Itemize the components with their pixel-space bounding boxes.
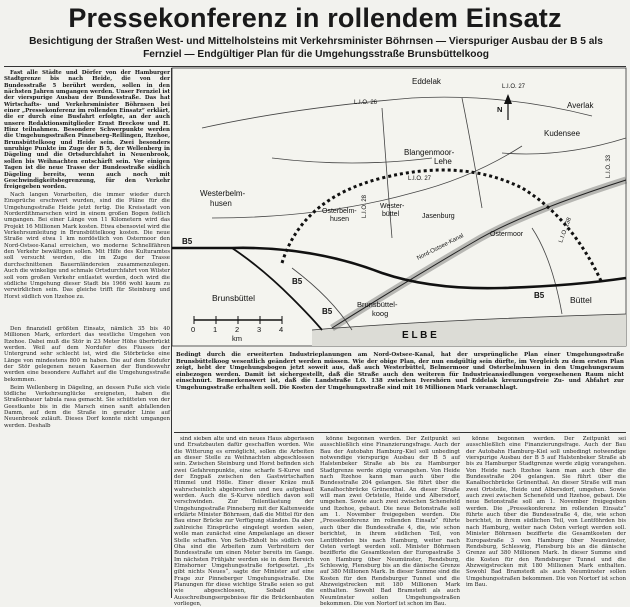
article-lead: Fast alle Städte und Dörfer von der Hamburger Stadtgrenze bis nach Heide, die von der Bundesstraße 5 berührt werden, sollen in den nächsten Jahren umgangen werden. Unser Fernziel ist der vierspurige Ausbau der Bundesstraße. Das hat Wirtschafts- und Verkehrsminister Böhrnsen bei einer „Pressekonferenz im rollenden Einsatz“ erklärt, die er durch eine Busfahrt erfolgte, an der auch unsere Redaktionsmitglieder Ernst Breckow und H. Hinz teilnahmen. Besondere Schwerpunkte werden die Umgehungsstraßen Pinneberg–Rellingen, Itzehoe, Brunsbüttelkoog und Heide sein. Zwei besonders unruhige Punkte im Zuge der B 5, der Wellenberg in Dägeling und die Ortsdurchfahrt in Neuenbrook, sollen bis Weihnachten entschärft sein. Vor einigen Tagen ist die neue Trasse der Bundesstraße südlich Dägeling bereits, wenn auch noch mit Geschwindigkeitsbegrenzung, für den Verkehr freigegeben worden. — [4, 70, 170, 191]
scale-4: 4 — [279, 325, 284, 334]
scale-2: 2 — [235, 325, 240, 334]
place-westerbelmhusen-1: Westerbelm- — [200, 189, 246, 198]
article-column-4 — [466, 436, 626, 598]
place-averlak: Averlak — [567, 101, 594, 110]
article-column-1-continued — [4, 326, 170, 598]
place-brunsbuettelkoog-1: Brunsbüttel- — [357, 300, 398, 309]
place-kudensee: Kudensee — [544, 129, 581, 138]
scale-0: 0 — [191, 325, 196, 334]
road-lio27: L.I.O. 27 — [502, 84, 526, 90]
road-b5-right: B5 — [534, 291, 545, 300]
road-b5-mid: B5 — [292, 277, 303, 286]
scale-3: 3 — [257, 325, 262, 334]
place-westerbelmhusen-2: husen — [210, 199, 232, 208]
top-divider — [4, 66, 626, 67]
canal-label: Nord-Ostsee-Kanal — [416, 233, 465, 262]
article-paragraph: könne begonnen werden. Der Zeitpunkt sei ausschließlich eine Finanzierungsfrage. Auch der Bau der Autobahn Hamburg–Kiel soll unbedingt notwendige vierspurige Ausbau der B 5 auf Halstenbeker Straße ab bis zu Hamburger Stadtgrenze werde zügig vorangehen. Von Heide nach Itzehoe kann man auch über die Bundesstraße 204 gelangen. Sie führt über die Kanalhochbrücke Grünenthal. An dieser Straße will man zwei Ortsteile, Heide und Albersdorf, umgehen. Sowie auch zwei zwischen Schenefeld und Itzehoe, gebaut. Die neue Betonstraße soll am 1. November freigegeben werden. Die „Pressekonferenz im rollenden Einsatz“ führte auch über die Bundesstraße 4, die, wie schon berichtet, in ihrem südlichen Teil, von Lentföhrden bis nach Hamburg, weiter nach Osten verlegt werden soll. Minister Böhrnsen bezifferte die Gesamtkosten der Europastraße 3 von Hamburg über Neumünster, Rendsburg, Schleswig, Flensburg bis an die dänische Grenze auf 380 Millionen Mark. In dieser Summe sind die Kosten für den Rendsburger Tunnel und die Abzweigstrecken mit 180 Millionen Mark enthalten. Sowohl Bad Bramstedt als auch Neumünster sollen Umgehungsstraßen bekommen. Die von Nortorf ist schon im Bau. — [320, 436, 460, 607]
elbe-label: E L B E — [402, 330, 437, 341]
article-paragraph: könne begonnen werden. Der Zeitpunkt sei ausschließlich eine Finanzierungsfrage. Auch der Bau der Autobahn Hamburg–Kiel soll unbedingt notwendige vierspurige Ausbau der B 5 auf Halstenbeker Straße ab bis zu Hamburger Stadtgrenze werde zügig vorangehen. Von Heide nach Itzehoe kann man auch über die Bundesstraße 204 gelangen. Sie führt über die Kanalhochbrücke Grünenthal. An dieser Straße will man zwei Ortsteile, Heide und Albersdorf, umgehen. Sowie auch zwei zwischen Schenefeld und Itzehoe, gebaut. Die neue Betonstraße soll am 1. November freigegeben werden. Die „Pressekonferenz im rollenden Einsatz“ führte auch über die Bundesstraße 4, die, wie schon berichtet, in ihrem südlichen Teil, von Lentföhrden bis nach Hamburg, weiter nach Osten verlegt werden soll. Minister Böhrnsen bezifferte die Gesamtkosten der Europastraße 3 von Hamburg über Neumünster, Rendsburg, Schleswig, Flensburg bis an die dänische Grenze auf 380 Millionen Mark. In dieser Summe sind die Kosten für den Rendsburger Tunnel und die Abzweigstrecken mit 180 Millionen Mark enthalten. Sowohl Bad Bramstedt als auch Neumünster sollen Umgehungsstraßen bekommen. Die von Nortorf ist schon im Bau. — [466, 436, 626, 588]
place-lehe: Lehe — [434, 157, 452, 166]
headline: Pressekonferenz in rollendem Einsatz — [68, 3, 562, 33]
scale-1: 1 — [213, 325, 218, 334]
article-paragraph: Beim Wellenberg in Dägeling, an dessen Fuße sich viele tödliche Verkehrsunglücke ereigneten, haben die Straßenbauer tabula rasa gemacht. Sie schütteten von der Geestkante bis in die Marsch einen sanft abfallenden Damm, auf dem die Straße in gerader Linie auf Neuenbrook zuläuft. Dieses Dorf konnte nicht umgangen werden. Deshalb — [4, 384, 170, 429]
place-buettel-right: Büttel — [570, 295, 592, 305]
place-buettel: büttel — [382, 211, 400, 218]
place-wester: Wester- — [380, 203, 405, 210]
route-map — [172, 68, 626, 346]
place-brunsbuettelkoog-2: koog — [372, 309, 389, 318]
article-paragraph: Den finanziell größten Einsatz, nämlich 35 bis 40 Millionen Mark, erfordert das westliche Umgehen von Itzehoe. Dabei muß die Stör in 23 Meter Höhe überbrückt werden. Weil auf dem Nordufer des Flusses der Untergrund sehr schlecht ist, wird die Störbrücke eine Länge von mindestens 800 m haben. Die auf dem Südufer der Stör gelegenen neuen Kasernen der Bundeswehr werden eine besondere Auffahrt auf die Umgehungsstraße bekommen. — [4, 326, 170, 383]
place-ostermoor: Ostermoor — [490, 231, 524, 238]
road-lio33: L.I.O. 33 — [606, 154, 612, 178]
article-paragraph: sind sieben alte und ein neues Haus abgerissen und Ersatzbauten dafür geschaffen worden. Wie die Witterung es ermöglicht, sollen die Arbeiten an dieser Stelle zu Weihnachten abgeschlossen sein. Zwischen Steinburg und Horst befinden sich zwei Gefahrenpunkte, eine scharfe S-Kurve und der Engpaß zwischen den Gastwirtschaften Himmel und Hölle. Einer dieser Kräze muß wahrscheinlich abgebrochen und neu aufgebaut werden. Auch die S-Kurve nördlich davon soll verschwinden. Zur Teilentlastung der Umgehungsstraße Pinneberg mit der Kaltenweide erklärte Minister Böhrnsen, daß die Mittel für den Bau einer Brücke zur Verfügung ständen. Da aber zahlreiche Einsprüche eingelegt worden seien, wolle man zunächst eine Ampelanlage an dieser Stelle schaffen. Von Seth-Ekholt bis südlich von Oha sind die Arbeiten zum Verbreitern der Bundesstraße um einen Meter bereits im Gange. Im nächsten Frühjahr werden sie in dem Bereich Elmshorner Umgehungsstraße fortgesetzt. „Es gibt nichts Neues“, sagte der Minister auf eine Frage zur Pinneberger Umgehungsstraße. Die Planungen für diese wichtige Straße seien so gut wie abgeschlossen, Sobald die Ausschreibungsergebnisse für die Brückenbauten vorliegen, — [174, 436, 314, 607]
map-caption: Bedingt durch die erweiterten Industrieplanungen am Nord-Ostsee-Kanal, hat der ursprüngliche Plan einer Umgehungsstraße Brunsbüttelkoog wesentlich geändert werden müssen. Wie der obige Plan, der nun endgültig sein dürfte, im Vergleich zu dem ersten Plan zeigt, hebt der Umgehungsbogen jetzt soweit aus, daß auch Westerbüttel, Belmermoor und Osterbelmhusen in den Umgehungsraum einbezogen werden. Damit ist sichergestellt, daß die Straße auch den weiteren für Industrieansiedlungen vorgesehenen Raum nicht einschnürt. Bemerkenswert ist, daß die Landstraße I.O. 138 zwischen Ivershörn und Eddelak kreuzungsfreie Zu- und Abfahrt zur Umgehungsstraße erhalten soll. Die Kosten der Umgehungsstraße sind mit 16 Millionen Mark veranschlagt. — [176, 352, 624, 391]
north-label: N — [497, 105, 503, 114]
place-blangenmoor: Blangenmoor- — [404, 148, 455, 157]
place-jasenburg: Jasenburg — [422, 213, 455, 220]
caption-divider — [174, 432, 626, 433]
subheadline: Besichtigung der Straßen West- und Mittelholsteins mit Verkehrsminister Böhrnsen — Vierspuriger Ausbau der B 5 als Fernziel — Endgültiger Plan für die Umgehungsstraße Brunsbüttelkoog — [29, 36, 603, 60]
article-column-2 — [174, 436, 314, 607]
article-column-3 — [320, 436, 460, 607]
article-paragraph: Nach langen Vorarbeiten, die immer wieder durch Einsprüche erschwert wurden, sind die Pläne für die Umgehungsstraße Heide jetzt fertig. Die Kreisstadt von Norderdithmarschen wird in einem großen Bogen östlich umgangen. Bei einer Länge von 11 Kilometern wird das Projekt 16 Millionen Mark kosten. Etwa ebensoviel wird die Verkehrsumleitung in Brunsbüttelkoog kosten. Die neue Straße wird etwa 1 km nordöstlich von Ostermoor den Nord-Ostsee-Kanal erreichen, wo moderne Schnellfähren den Verkehr bewältigen sollen. Mit Hilfe des Kulturamtes soll versucht werden, die im Zuge der Trasse durchschnittenen Bauernländereien zusammenzulegen. Auch die winkelige und schmale Ortsdurchfahrt von Wilster soll vom großen Verkehr entlastet werden, doch wird die südliche Umgehung dieser Stadt bis 1966 wohl kaum zu verwirklichen sein. Das gleiche trifft für Steinburg und Horst südlich von Itzehoe zu. — [4, 192, 170, 300]
road-lio27b: L.I.O. 27 — [408, 176, 432, 182]
road-b5-bottom: B5 — [322, 307, 333, 316]
road-lio28: L.I.O. 28 — [362, 194, 368, 218]
place-osterbelm-1: Osterbelm- — [322, 208, 357, 215]
road-b5-left: B5 — [182, 237, 193, 246]
place-eddelak: Eddelak — [412, 77, 441, 86]
article-column-1 — [4, 70, 170, 324]
road-lio26: L.I.O. 26 — [354, 100, 378, 106]
place-brunsbuettel: Brunsbüttel — [212, 293, 255, 303]
place-osterbelm-2: husen — [330, 216, 350, 223]
scale-unit: km — [232, 334, 242, 343]
road-lio138: L.I.O. 138 — [558, 216, 573, 244]
